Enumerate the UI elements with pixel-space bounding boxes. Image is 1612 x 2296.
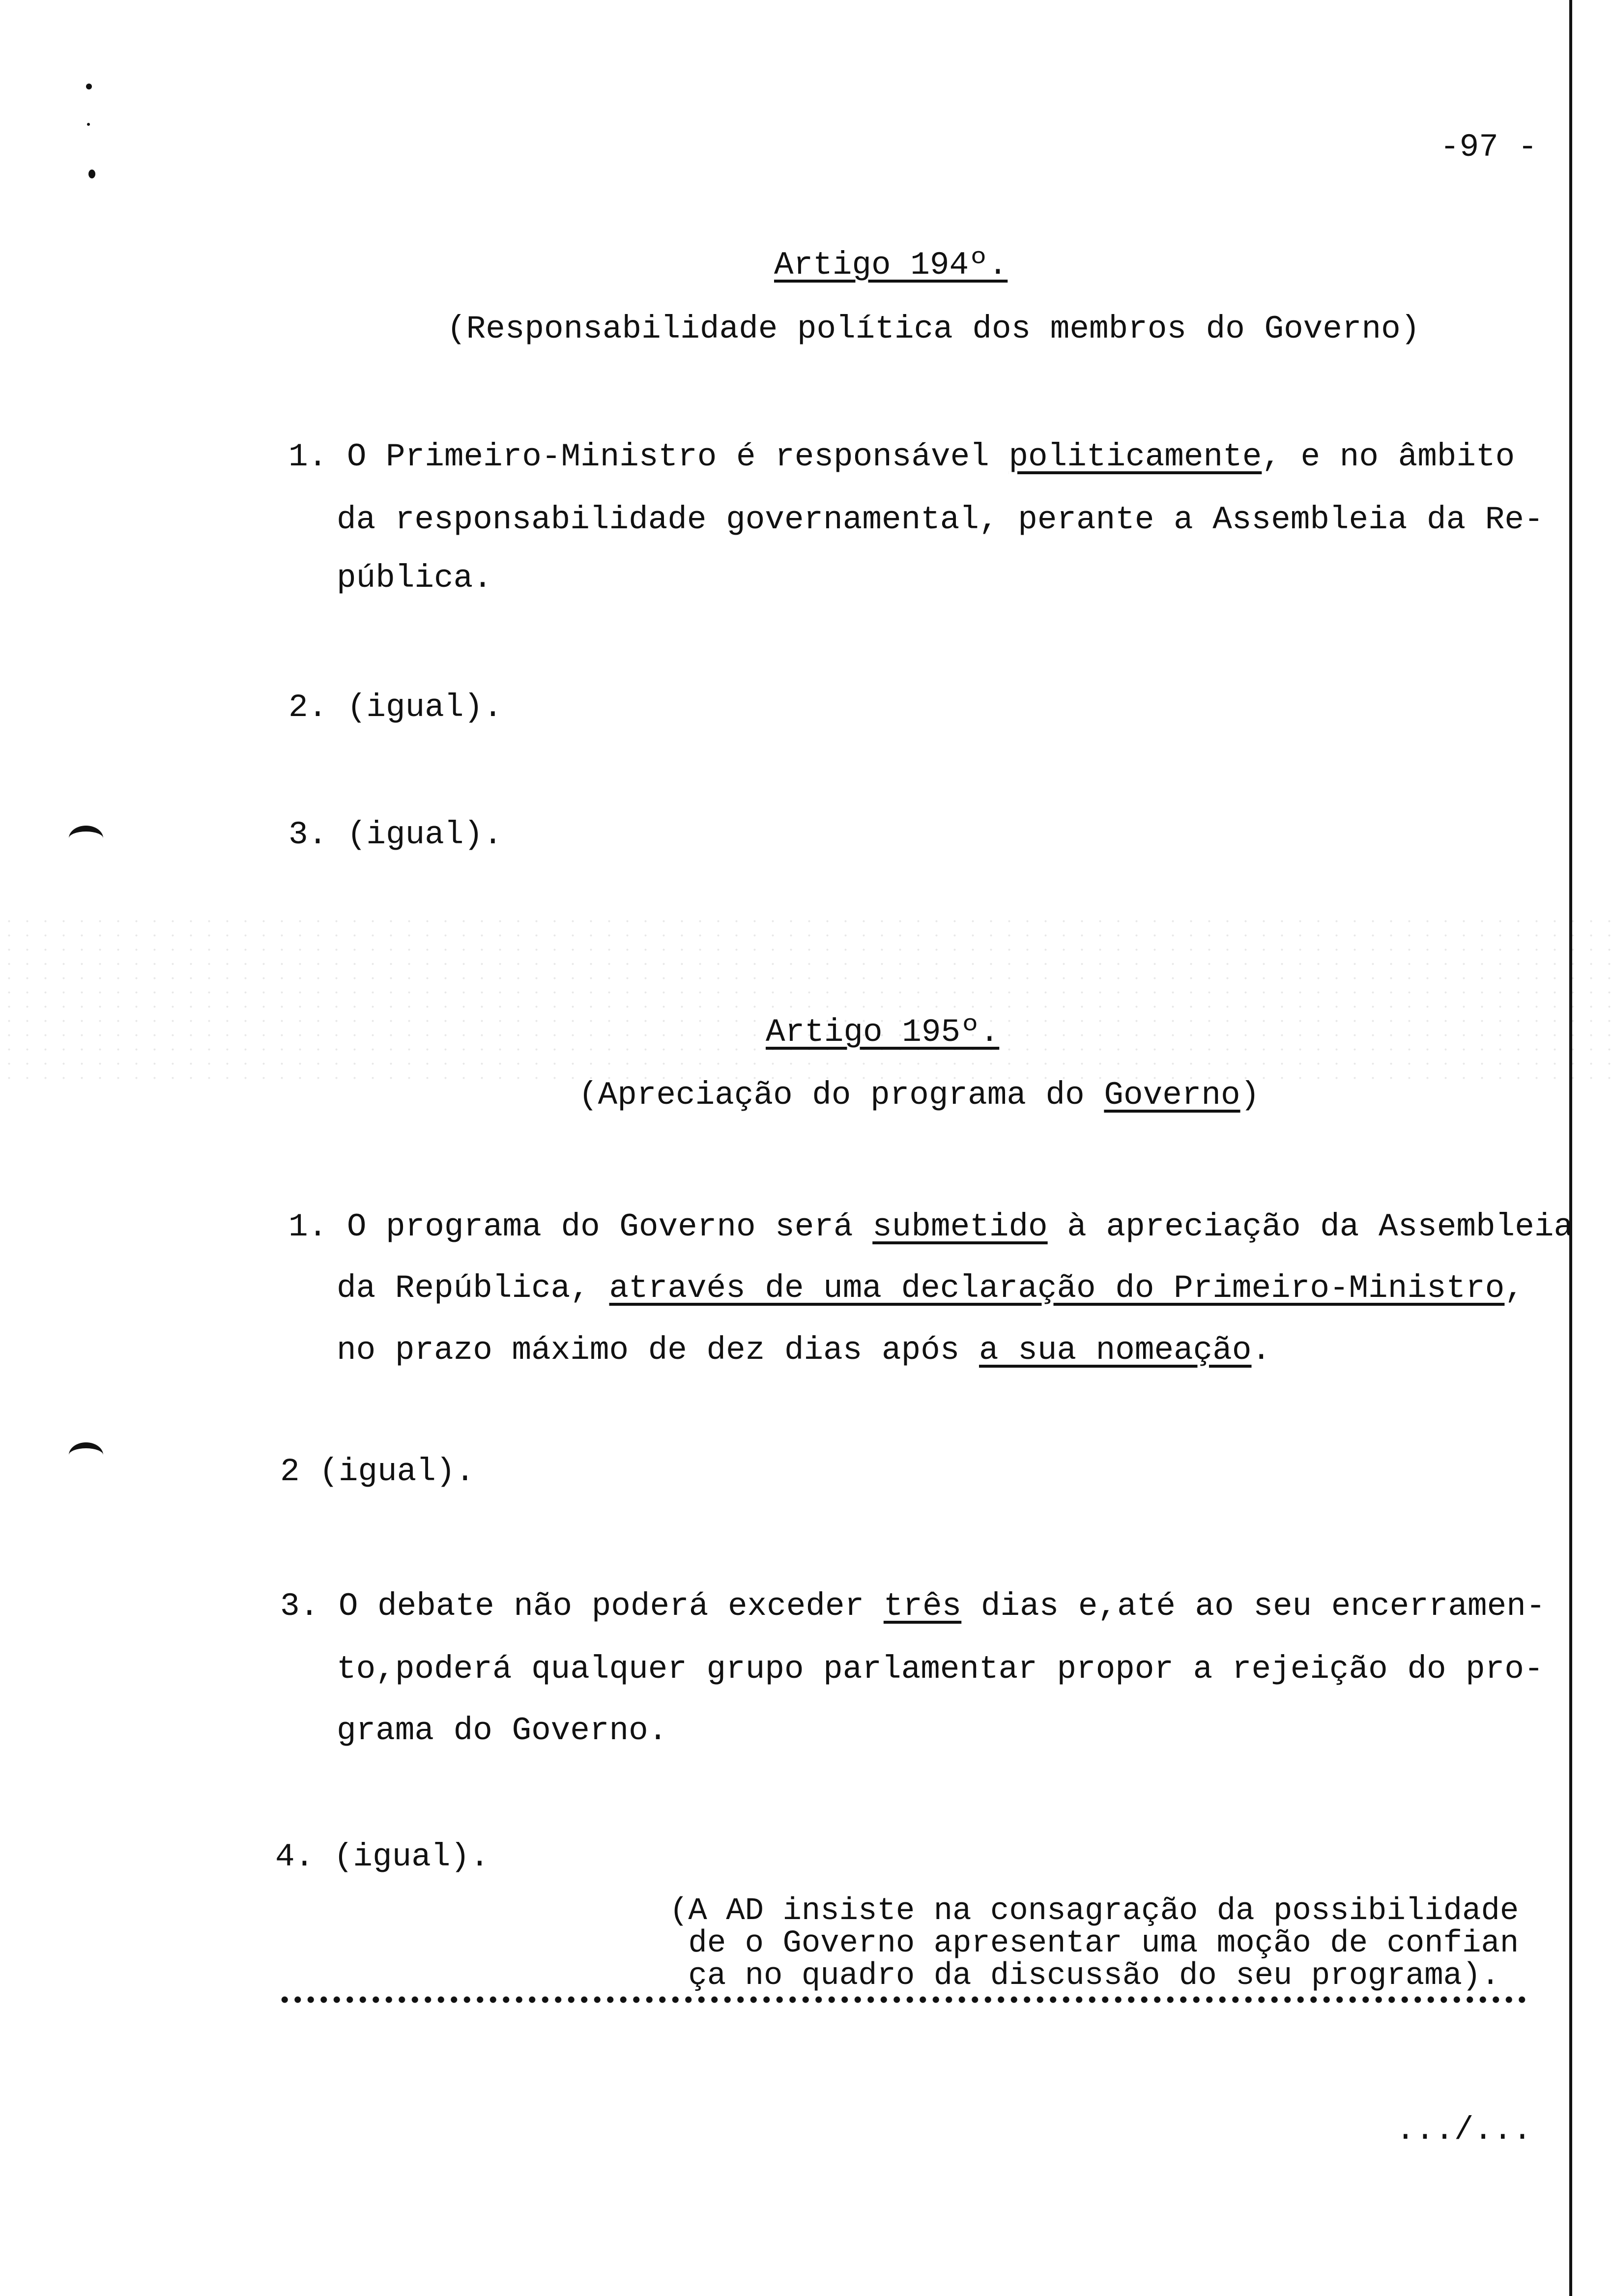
- text: dias e,até ao seu encerramen-: [961, 1588, 1546, 1625]
- text: .: [1251, 1332, 1271, 1369]
- underlined-text: Governo: [1104, 1077, 1240, 1114]
- text: ): [1240, 1077, 1260, 1114]
- art195-item1-line1: [288, 1210, 1573, 1244]
- art194-item1-line3: pública.: [337, 560, 492, 597]
- article-195-subtitle: [578, 1078, 1260, 1113]
- art194-item1-line2: da responsabilidade governamental, perante a Assembleia da Re-: [337, 501, 1544, 538]
- underlined-text: politicamente: [1008, 438, 1262, 475]
- art195-item1-line3: [337, 1333, 1271, 1368]
- margin-mark: [87, 123, 90, 126]
- scan-noise: [0, 914, 1612, 1081]
- underlined-text: através de uma declaração do Primeiro-Ministro: [609, 1270, 1505, 1307]
- text: no prazo máximo de dez dias após: [337, 1332, 979, 1369]
- art195-item3-line3: grama do Governo.: [337, 1712, 668, 1749]
- art195-item3-line1: [280, 1589, 1545, 1624]
- text: 1. O programa do Governo será: [288, 1208, 873, 1245]
- page-edge-line: [1569, 0, 1572, 2296]
- dotted-separator: [278, 1996, 1530, 2003]
- note-line-3: ça no quadro da discussão do seu programa).: [669, 1958, 1500, 1994]
- margin-mark: [86, 84, 92, 89]
- article-194-title: Artigo 194º.: [774, 247, 1008, 284]
- page-number: -97 -: [1440, 129, 1538, 166]
- article-195-title: Artigo 195º.: [766, 1014, 1000, 1051]
- art195-item2: 2 (igual).: [280, 1453, 475, 1490]
- text: à apreciação da Assembleia: [1047, 1208, 1574, 1245]
- art194-item1-line1: [288, 440, 1515, 474]
- margin-arc-mark: [69, 1442, 103, 1468]
- art194-item2: 2. (igual).: [288, 689, 503, 726]
- note-line-1: (A AD insiste na consagração da possibilidade: [669, 1894, 1519, 1929]
- underlined-text: a sua nomeação: [979, 1332, 1252, 1369]
- art195-item3-line2: to,poderá qualquer grupo parlamentar propor a rejeição do pro-: [337, 1651, 1544, 1688]
- underlined-text: três: [883, 1588, 962, 1625]
- article-194-subtitle: (Responsabilidade política dos membros do Governo): [447, 311, 1420, 347]
- text: da República,: [337, 1270, 609, 1307]
- text: , e no âmbito: [1262, 438, 1515, 475]
- underlined-text: submetido: [872, 1208, 1048, 1245]
- note-line-2: de o Governo apresentar uma moção de confian: [669, 1926, 1519, 1961]
- art195-item4: 4. (igual).: [275, 1838, 489, 1875]
- text: 1. O Primeiro-Ministro é responsável: [288, 438, 1009, 475]
- text: (Apreciação do programa do: [578, 1077, 1104, 1114]
- continuation-mark: .../...: [1396, 2112, 1532, 2149]
- art194-item3: 3. (igual).: [288, 816, 503, 853]
- margin-arc-mark: [69, 826, 103, 851]
- text: ,: [1504, 1270, 1525, 1307]
- art195-item1-line2: [337, 1271, 1524, 1306]
- margin-mark: [88, 170, 95, 178]
- text: 3. O debate não poderá exceder: [280, 1588, 884, 1625]
